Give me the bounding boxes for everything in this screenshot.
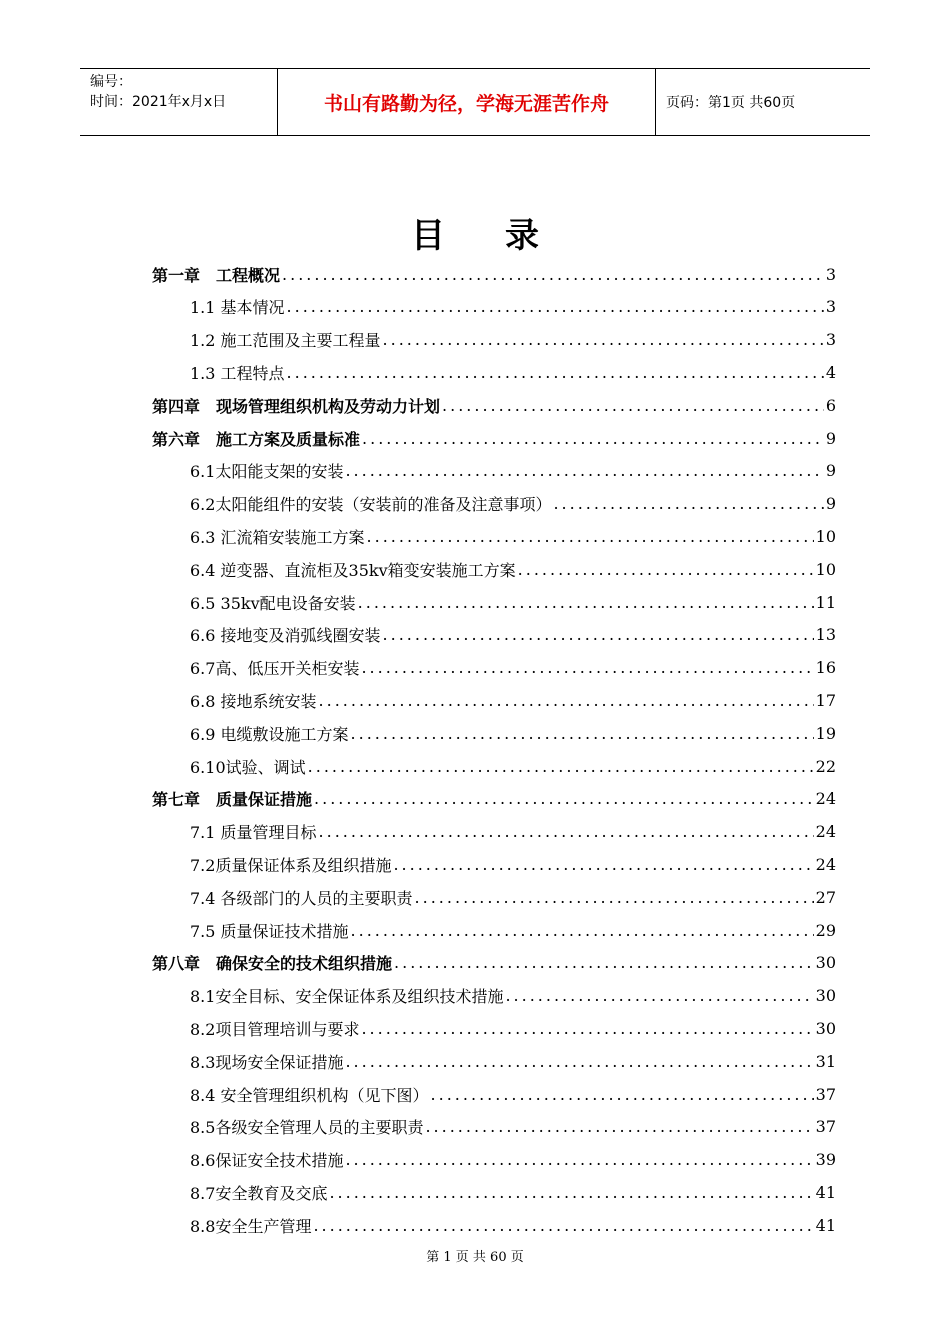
toc-entry-page: 39 (815, 1150, 836, 1170)
toc-entry-page: 4 (825, 362, 836, 382)
toc-entry-label: 7.1 质量管理目标 (190, 823, 317, 843)
toc-leader-dots (415, 888, 814, 907)
toc-leader-dots (319, 691, 814, 710)
toc-entry-label: 7.5 质量保证技术措施 (190, 921, 349, 941)
toc-entry-page: 24 (815, 854, 836, 874)
toc-leader-dots (345, 1150, 813, 1169)
toc-leader-dots (442, 396, 824, 415)
toc-entry[interactable] (190, 1045, 836, 1077)
toc-leader-dots (553, 494, 823, 513)
toc-leader-dots (313, 1216, 813, 1235)
toc-entry[interactable] (190, 881, 836, 913)
toc-leader-dots (518, 560, 814, 579)
toc-entry-page: 41 (815, 1182, 836, 1202)
toc-entry-page: 3 (825, 330, 836, 350)
toc-entry-page: 24 (815, 789, 836, 809)
toc-entry-page: 41 (815, 1215, 836, 1235)
toc-entry-label: 7.4 各级部门的人员的主要职责 (190, 888, 413, 908)
toc-entry-label: 8.4 安全管理组织机构（见下图） (190, 1085, 429, 1105)
toc-entry-page: 37 (815, 1084, 836, 1104)
toc-entry-label: 第一章 工程概况 (152, 265, 281, 285)
toc-entry[interactable] (190, 356, 836, 388)
toc-leader-dots (383, 330, 824, 349)
toc-entry-label: 6.2太阳能组件的安装（安装前的准备及注意事项） (190, 495, 552, 515)
toc-leader-dots (287, 363, 824, 382)
toc-entry[interactable] (190, 816, 836, 848)
toc-entry-page: 22 (815, 756, 836, 776)
page-header (80, 68, 870, 136)
toc-entry[interactable] (190, 1012, 836, 1044)
toc-entry-label: 8.7安全教育及交底 (190, 1183, 328, 1203)
toc-entry[interactable] (190, 848, 836, 880)
toc-entry-label: 第八章 确保安全的技术组织措施 (152, 954, 393, 974)
toc-entry[interactable] (190, 455, 836, 487)
document-time-label: 时间：2021年x月x日 (90, 94, 227, 110)
toc-leader-dots (319, 822, 814, 841)
toc-leader-dots (314, 789, 814, 808)
page-footer: 第 1 页 共 60 页 (426, 1250, 524, 1265)
header-page-info: 页码：第1页 共60页 (666, 95, 796, 111)
toc-entry-label: 6.8 接地系统安装 (190, 691, 317, 711)
toc-leader-dots (351, 921, 814, 940)
toc-entry-label: 6.5 35kv配电设备安装 (190, 593, 356, 613)
toc-entry-label: 第四章 现场管理组织机构及劳动力计划 (152, 396, 441, 416)
toc-entry-page: 9 (825, 428, 836, 448)
toc-leader-dots (329, 1183, 813, 1202)
toc-entry[interactable] (152, 422, 836, 454)
toc-entry[interactable] (190, 1176, 836, 1208)
toc-entry-label: 第六章 施工方案及质量标准 (152, 429, 361, 449)
toc-entry[interactable] (190, 684, 836, 716)
toc-entry-page: 16 (815, 658, 836, 678)
toc-entry-page: 30 (815, 986, 836, 1006)
toc-entry-page: 10 (815, 559, 836, 579)
toc-entry-label: 7.2质量保证体系及组织措施 (190, 855, 392, 875)
toc-entry[interactable] (190, 980, 836, 1012)
header-motto: 书山有路勤为径，学海无涯苦作舟 (278, 69, 656, 135)
toc-entry[interactable] (190, 914, 836, 946)
toc-entry-label: 6.4 逆变器、直流柜及35kv箱变安装施工方案 (190, 560, 516, 580)
toc-entry-page: 3 (825, 264, 836, 284)
toc-entry[interactable] (190, 324, 836, 356)
toc-entry[interactable] (152, 947, 836, 979)
toc-entry-label: 8.5各级安全管理人员的主要职责 (190, 1118, 424, 1138)
toc-entry-label: 6.1太阳能支架的安装 (190, 462, 344, 482)
toc-leader-dots (345, 461, 823, 480)
toc-entry-label: 第七章 质量保证措施 (152, 790, 313, 810)
toc-entry[interactable] (190, 1111, 836, 1143)
toc-entry-page: 17 (815, 690, 836, 710)
toc-entry-page: 31 (815, 1051, 836, 1071)
toc-entry-page: 29 (815, 920, 836, 940)
toc-leader-dots (425, 1117, 813, 1136)
toc-entry[interactable] (190, 520, 836, 552)
toc-entry-label: 1.1 基本情况 (190, 298, 285, 318)
toc-leader-dots (431, 1085, 814, 1104)
toc-entry[interactable] (190, 750, 836, 782)
toc-entry[interactable] (190, 619, 836, 651)
toc-entry-page: 10 (815, 526, 836, 546)
toc-leader-dots (308, 757, 814, 776)
toc-entry-page: 9 (825, 494, 836, 514)
toc-entry[interactable] (152, 389, 836, 421)
toc-entry[interactable] (190, 553, 836, 585)
toc-leader-dots (394, 953, 814, 972)
toc-entry-label: 8.8安全生产管理 (190, 1216, 312, 1236)
document-number-label: 编号： (90, 74, 132, 90)
page-title: 目录 (411, 216, 599, 256)
toc-leader-dots (383, 625, 814, 644)
toc-entry[interactable] (190, 291, 836, 323)
toc-leader-dots (367, 527, 814, 546)
toc-entry-label: 6.7高、低压开关柜安装 (190, 659, 360, 679)
toc-leader-dots (282, 265, 824, 284)
toc-leader-dots (345, 1052, 813, 1071)
toc-entry-page: 24 (815, 822, 836, 842)
toc-leader-dots (362, 429, 824, 448)
toc-entry-label: 8.1安全目标、安全保证体系及组织技术措施 (190, 987, 504, 1007)
toc-leader-dots (358, 593, 814, 612)
toc-entry[interactable] (190, 717, 836, 749)
toc-leader-dots (287, 297, 824, 316)
toc-entry[interactable] (190, 652, 836, 684)
toc-entry-label: 8.6保证安全技术措施 (190, 1151, 344, 1171)
toc-entry[interactable] (190, 1144, 836, 1176)
header-meta (80, 69, 278, 135)
toc-entry-label: 1.3 工程特点 (190, 363, 285, 383)
toc-entry-page: 27 (815, 887, 836, 907)
toc-entry[interactable] (190, 488, 836, 520)
toc-leader-dots (361, 1019, 813, 1038)
toc-entry-label: 6.6 接地变及消弧线圈安装 (190, 626, 381, 646)
toc-entry-page: 13 (815, 625, 836, 645)
toc-entry-page: 9 (825, 461, 836, 481)
toc-entry-label: 6.10试验、调试 (190, 757, 306, 777)
toc-entry-label: 8.3现场安全保证措施 (190, 1052, 344, 1072)
toc-entry-label: 6.9 电缆敷设施工方案 (190, 724, 349, 744)
toc-entry-page: 6 (825, 395, 836, 415)
toc-leader-dots (351, 724, 814, 743)
toc-leader-dots (505, 986, 813, 1005)
toc-leader-dots (361, 658, 813, 677)
toc-entry-page: 30 (815, 953, 836, 973)
toc-entry[interactable] (190, 1078, 836, 1110)
toc-entry-page: 30 (815, 1018, 836, 1038)
toc-entry-label: 1.2 施工范围及主要工程量 (190, 331, 381, 351)
toc-entry[interactable] (152, 783, 836, 815)
toc-entry-page: 37 (815, 1117, 836, 1137)
toc-entry[interactable] (152, 258, 836, 290)
toc-entry-page: 3 (825, 297, 836, 317)
toc-entry-page: 11 (815, 592, 836, 612)
toc-entry[interactable] (190, 586, 836, 618)
toc-entry-page: 19 (815, 723, 836, 743)
toc-entry-label: 8.2项目管理培训与要求 (190, 1019, 360, 1039)
toc-entry[interactable] (190, 1209, 836, 1241)
toc-entry-label: 6.3 汇流箱安装施工方案 (190, 527, 365, 547)
toc-leader-dots (393, 855, 813, 874)
